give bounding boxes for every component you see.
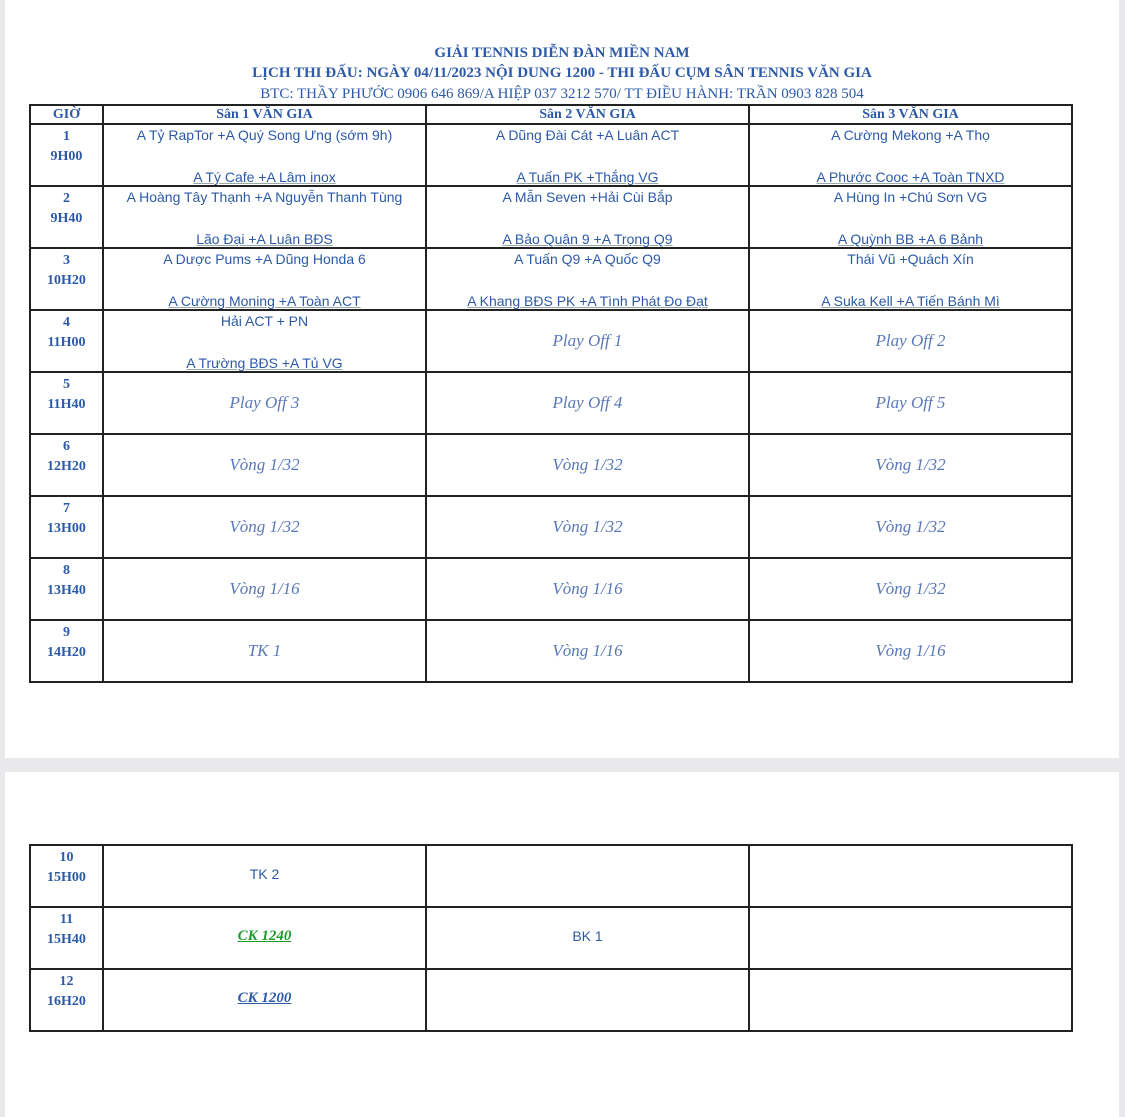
match-pair-top: Thái Vũ +Quách Xín [847, 251, 974, 267]
match-pair-bottom: A Phước Cooc +A Toàn TNXD [816, 169, 1005, 185]
slot-time: 10H20 [47, 273, 86, 288]
court-2-cell [426, 845, 749, 907]
match-label: Vòng 1/16 [875, 641, 946, 660]
slot-number: 9 [63, 625, 70, 640]
document-page-1 [5, 0, 1119, 758]
slot-time: 15H00 [47, 870, 86, 885]
match-pair-top: A Dũng Đài Cát +A Luân ACT [495, 127, 680, 143]
court-1-cell [103, 845, 426, 907]
match-label: Vòng 1/32 [229, 455, 300, 474]
slot-number: 8 [63, 563, 70, 578]
table-row [30, 186, 1072, 248]
court-3-cell [749, 248, 1072, 310]
table-row [30, 124, 1072, 186]
slot-time: 11H00 [47, 335, 86, 350]
court-2-cell [426, 620, 749, 682]
match-label: CK 1200 [237, 990, 292, 1006]
time-slot-cell [30, 620, 103, 682]
match-pair-bottom: Lão Đại +A Luân BĐS [196, 231, 333, 247]
court-2-cell [426, 558, 749, 620]
court-3-cell [749, 969, 1072, 1031]
match-label: Vòng 1/32 [875, 455, 946, 474]
court-1-cell [103, 372, 426, 434]
column-header-court-3: Sân 3 VĂN GIA [749, 105, 1072, 124]
match-label: Vòng 1/16 [229, 579, 300, 598]
match-label: BK 1 [572, 928, 603, 944]
court-2-cell [426, 969, 749, 1031]
match-pair-bottom: A Quỳnh BB +A 6 Bảnh [837, 231, 984, 247]
court-1-cell [103, 248, 426, 310]
match-pair-top: A Hùng In +Chú Sơn VG [833, 189, 988, 205]
table-row [30, 558, 1072, 620]
match-label: Play Off 2 [875, 331, 946, 350]
court-3-cell [749, 496, 1072, 558]
slot-number: 1 [63, 129, 70, 144]
match-pair-bottom: A Tý Cafe +A Lâm inox [193, 169, 336, 185]
slot-time: 12H20 [47, 459, 86, 474]
match-pair-bottom: A Cường Moning +A Toàn ACT [168, 293, 361, 309]
match-label: Play Off 1 [552, 331, 623, 350]
match-label: Play Off 3 [229, 393, 300, 412]
time-slot-cell [30, 310, 103, 372]
match-label: Play Off 5 [875, 393, 946, 412]
court-1-cell [103, 496, 426, 558]
court-2-cell [426, 496, 749, 558]
slot-time: 13H40 [47, 583, 86, 598]
match-label: Vòng 1/32 [229, 517, 300, 536]
slot-time: 9H00 [50, 149, 83, 164]
table-row [30, 907, 1072, 969]
table-row [30, 434, 1072, 496]
time-slot-cell [30, 969, 103, 1031]
table-row [30, 372, 1072, 434]
court-1-cell [103, 434, 426, 496]
table-row [30, 248, 1072, 310]
court-1-cell [103, 124, 426, 186]
match-label: Vòng 1/16 [552, 579, 623, 598]
court-2-cell [426, 907, 749, 969]
schedule-table-continued [29, 844, 1073, 1032]
document-subtitle: LỊCH THI ĐẤU: NGÀY 04/11/2023 NỘI DUNG 1200 - THI ĐẤU CỤM SÂN TENNIS VĂN GIA [252, 65, 872, 81]
organizer-contacts: BTC: THẦY PHƯỚC 0906 646 869/A HIỆP 037 3212 570/ TT ĐIỀU HÀNH: TRẦN 0903 828 504 [260, 86, 864, 102]
court-2-cell [426, 372, 749, 434]
match-pair-top: A Tuấn Q9 +A Quốc Q9 [514, 251, 661, 267]
match-label: Vòng 1/16 [552, 641, 623, 660]
match-label: Vòng 1/32 [552, 455, 623, 474]
match-pair-bottom: A Suka Kell +A Tiến Bánh Mì [821, 293, 1000, 309]
slot-number: 7 [63, 501, 70, 516]
court-3-cell [749, 124, 1072, 186]
court-1-cell [103, 907, 426, 969]
schedule-table [29, 104, 1073, 683]
time-slot-cell [30, 496, 103, 558]
match-label: Vòng 1/32 [875, 517, 946, 536]
match-label: CK 1240 [237, 928, 292, 944]
document-title: GIẢI TENNIS DIỄN ĐÀN MIỀN NAM [434, 45, 690, 61]
match-pair-top: A Dược Pums +A Dũng Honda 6 [163, 251, 366, 267]
column-header-court-2: Sân 2 VĂN GIA [426, 105, 749, 124]
slot-number: 4 [63, 315, 70, 330]
court-2-cell [426, 248, 749, 310]
slot-time: 16H20 [47, 994, 86, 1009]
match-label: Vòng 1/32 [875, 579, 946, 598]
table-row [30, 310, 1072, 372]
slot-time: 13H00 [47, 521, 86, 536]
court-2-cell [426, 186, 749, 248]
court-2-cell [426, 434, 749, 496]
slot-time: 15H40 [47, 932, 86, 947]
slot-number: 2 [63, 191, 70, 206]
court-1-cell [103, 620, 426, 682]
match-label: TK 1 [247, 641, 282, 660]
time-slot-cell [30, 372, 103, 434]
court-1-cell [103, 186, 426, 248]
slot-time: 14H20 [47, 645, 86, 660]
court-3-cell [749, 186, 1072, 248]
slot-number: 3 [63, 253, 70, 268]
court-3-cell [749, 372, 1072, 434]
court-3-cell [749, 434, 1072, 496]
court-3-cell [749, 845, 1072, 907]
match-pair-top: A Cường Mekong +A Thọ [831, 127, 990, 143]
court-3-cell [749, 558, 1072, 620]
slot-number: 6 [63, 439, 70, 454]
court-1-cell [103, 969, 426, 1031]
column-header-time: GIỜ [30, 105, 103, 124]
slot-number: 11 [59, 912, 74, 927]
slot-number: 10 [59, 850, 74, 865]
court-2-cell [426, 124, 749, 186]
table-row [30, 496, 1072, 558]
court-2-cell [426, 310, 749, 372]
court-3-cell [749, 620, 1072, 682]
time-slot-cell [30, 907, 103, 969]
match-pair-top: A Mẫn Seven +Hải Cùi Bắp [502, 189, 673, 205]
slot-time: 11H40 [47, 397, 86, 412]
match-pair-bottom: A Tuấn PK +Thắng VG [516, 169, 659, 185]
document-page-2 [5, 772, 1119, 1117]
column-header-court-1: Sân 1 VĂN GIA [103, 105, 426, 124]
table-header-row [30, 105, 1072, 124]
time-slot-cell [30, 845, 103, 907]
time-slot-cell [30, 434, 103, 496]
time-slot-cell [30, 124, 103, 186]
match-pair-bottom: A Bảo Quận 9 +A Trọng Q9 [502, 231, 673, 247]
slot-number: 5 [63, 377, 70, 392]
court-3-cell [749, 907, 1072, 969]
slot-time: 9H40 [50, 211, 83, 226]
match-label: Vòng 1/32 [552, 517, 623, 536]
table-row [30, 845, 1072, 907]
court-3-cell [749, 310, 1072, 372]
match-pair-bottom: A Trường BĐS +A Tủ VG [186, 355, 343, 371]
slot-number: 12 [59, 974, 74, 989]
table-row [30, 620, 1072, 682]
match-pair-top: A Tỷ RapTor +A Quý Song Ưng (sớm 9h) [136, 127, 393, 143]
time-slot-cell [30, 186, 103, 248]
match-label: TK 2 [249, 866, 280, 882]
time-slot-cell [30, 248, 103, 310]
match-pair-top: A Hoàng Tây Thạnh +A Nguyễn Thanh Tùng [126, 189, 403, 205]
court-1-cell [103, 558, 426, 620]
match-pair-top: Hải ACT + PN [220, 313, 309, 329]
court-1-cell [103, 310, 426, 372]
table-row [30, 969, 1072, 1031]
match-pair-bottom: A Khang BĐS PK +A Tình Phát Đo Đạt [467, 293, 708, 309]
match-label: Play Off 4 [552, 393, 623, 412]
time-slot-cell [30, 558, 103, 620]
